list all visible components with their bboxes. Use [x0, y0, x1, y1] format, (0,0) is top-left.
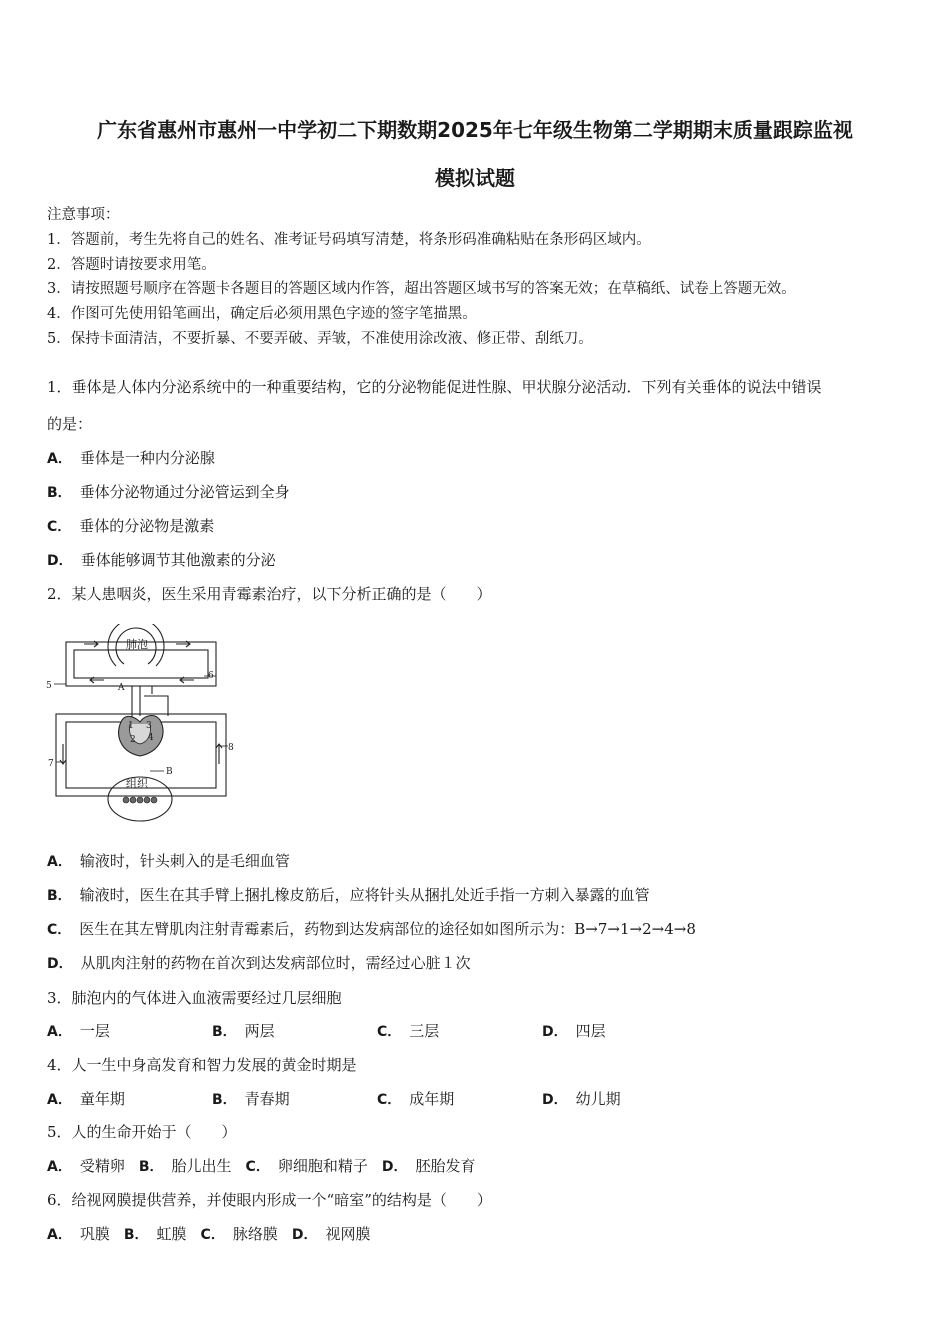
page-title-line1: 广东省惠州市惠州一中学初二下期数期2025年七年级生物第二学期期末质量跟踪监视: [97, 118, 853, 142]
option-label: C．: [245, 1159, 270, 1175]
question-2-option-d: [47, 952, 471, 973]
question-1-option-d: [47, 549, 276, 570]
option-text: 巩膜: [79, 1225, 110, 1243]
question-5-options: [47, 1155, 489, 1176]
notice-item: 2．答题时请按要求用笔。: [47, 257, 216, 273]
question-1-option-c: [47, 515, 214, 536]
option-text: 胚胎发育: [415, 1157, 476, 1175]
mark-a: A: [118, 683, 125, 693]
option-label: A．: [47, 854, 72, 870]
option-text: 视网膜: [325, 1225, 371, 1243]
question-3-stem: 3．肺泡内的气体进入血液需要经过几层细胞: [47, 989, 342, 1007]
option-text: 成年期: [409, 1090, 455, 1108]
mark-1: 1: [128, 721, 134, 731]
question-3-option-a: [47, 1020, 110, 1041]
option-text: 两层: [244, 1022, 275, 1040]
option-label: A．: [47, 1024, 72, 1040]
option-label: D．: [47, 956, 73, 972]
question-4-option-c: [377, 1088, 454, 1109]
option-label: B．: [47, 485, 72, 501]
option-label: D．: [381, 1159, 408, 1175]
option-text: 脉络膜: [232, 1225, 278, 1243]
option-text: 青春期: [244, 1090, 290, 1108]
option-label: D．: [542, 1024, 568, 1040]
notice-item: 3．请按照题号顺序在答题卡各题目的答题区域内作答，超出答题区域书写的答案无效；在草稿纸、试卷上答题无效。: [47, 281, 796, 297]
option-label: A．: [47, 1092, 72, 1108]
option-text: 输液时，针头刺入的是毛细血管: [79, 852, 290, 870]
option-label: D．: [47, 553, 73, 569]
option-label: C．: [47, 922, 72, 938]
option-text: 从肌肉注射的药物在首次到达发病部位时，需经过心脏１次: [80, 954, 471, 972]
option-text: 卵细胞和精子: [277, 1157, 368, 1175]
question-2-stem: 2．某人患咽炎，医生采用青霉素治疗，以下分析正确的是（ ）: [47, 585, 492, 603]
option-text: 胎儿出生: [171, 1157, 232, 1175]
notice-item: 1．答题前，考生先将自己的姓名、准考证号码填写清楚，将条形码准确粘贴在条形码区域内。: [47, 232, 651, 248]
question-1-stem: 1．垂体是人体内分泌系统中的一种重要结构，它的分泌物能促进性腺、甲状腺分泌活动．下列有关垂体的说法中错误: [47, 378, 822, 396]
option-text: 输液时，医生在其手臂上捆扎橡皮筋后，应将针头从捆扎处近手指一方刺入暴露的血管: [79, 886, 650, 904]
notice-item: 5．保持卡面清洁，不要折暴、不要弄破、弄皱，不准使用涂改液、修正带、刮纸刀。: [47, 331, 593, 347]
option-text: 垂体是一种内分泌腺: [79, 449, 215, 467]
mark-5: 5: [46, 681, 52, 691]
page-title-line2: 模拟试题: [435, 166, 515, 190]
option-label: D．: [542, 1092, 568, 1108]
blood-circulation-diagram: [44, 624, 244, 832]
alveolus-label: 肺泡: [126, 638, 148, 651]
question-3-option-c: [377, 1020, 439, 1041]
question-4-stem: 4．人一生中身高发育和智力发展的黄金时期是: [47, 1056, 357, 1074]
option-label: B．: [47, 888, 72, 904]
question-4-option-d: [542, 1088, 621, 1109]
mark-2: 2: [130, 735, 136, 745]
option-label: B．: [138, 1159, 164, 1175]
option-text: 受精卵: [79, 1157, 125, 1175]
question-6-options: [47, 1223, 384, 1244]
option-text: 医生在其左臂肌肉注射青霉素后，药物到达发病部位的途径如如图所示为：B→7→1→2→4→8: [79, 920, 696, 938]
option-text: 童年期: [79, 1090, 125, 1108]
option-label: C．: [47, 519, 72, 535]
option-text: 虹膜: [156, 1225, 187, 1243]
question-4-option-b: [212, 1088, 290, 1109]
option-label: C．: [377, 1092, 402, 1108]
option-text: 四层: [575, 1022, 606, 1040]
mark-4: 4: [148, 733, 154, 743]
question-1-option-b: [47, 481, 290, 502]
option-label: C．: [200, 1227, 225, 1243]
question-3-option-b: [212, 1020, 275, 1041]
option-text: 三层: [409, 1022, 440, 1040]
option-text: 垂体分泌物通过分泌管运到全身: [79, 483, 290, 501]
option-label: A．: [47, 1159, 72, 1175]
option-label: A．: [47, 1227, 72, 1243]
option-text: 一层: [79, 1022, 110, 1040]
notice-heading: 注意事项：: [47, 207, 120, 223]
option-label: C．: [377, 1024, 402, 1040]
option-label: B．: [123, 1227, 149, 1243]
mark-6: 6: [208, 671, 214, 681]
option-text: 垂体能够调节其他激素的分泌: [80, 551, 276, 569]
question-2-option-a: [47, 850, 290, 871]
question-1-stem-cont: 的是：: [47, 415, 93, 433]
option-text: 幼儿期: [575, 1090, 621, 1108]
question-3-option-d: [542, 1020, 606, 1041]
option-label: A．: [47, 451, 72, 467]
tissue-cells: [123, 797, 157, 803]
option-label: B．: [212, 1024, 237, 1040]
option-label: B．: [212, 1092, 237, 1108]
option-label: D．: [291, 1227, 318, 1243]
question-2-option-c: [47, 918, 696, 939]
mark-3: 3: [146, 721, 152, 731]
mark-7: 7: [48, 759, 54, 769]
mark-8: 8: [228, 743, 234, 753]
option-text: 垂体的分泌物是激素: [79, 517, 215, 535]
mark-b: B: [166, 767, 173, 777]
question-2-option-b: [47, 884, 650, 905]
question-6-stem: 6．给视网膜提供营养，并使眼内形成一个“暗室”的结构是（ ）: [47, 1191, 492, 1209]
question-1-option-a: [47, 447, 215, 468]
question-4-option-a: [47, 1088, 125, 1109]
notice-item: 4．作图可先使用铅笔画出，确定后必须用黑色字迹的签字笔描黑。: [47, 306, 477, 322]
tissue-label: 组织: [126, 777, 148, 790]
question-5-stem: 5．人的生命开始于（ ）: [47, 1123, 237, 1141]
